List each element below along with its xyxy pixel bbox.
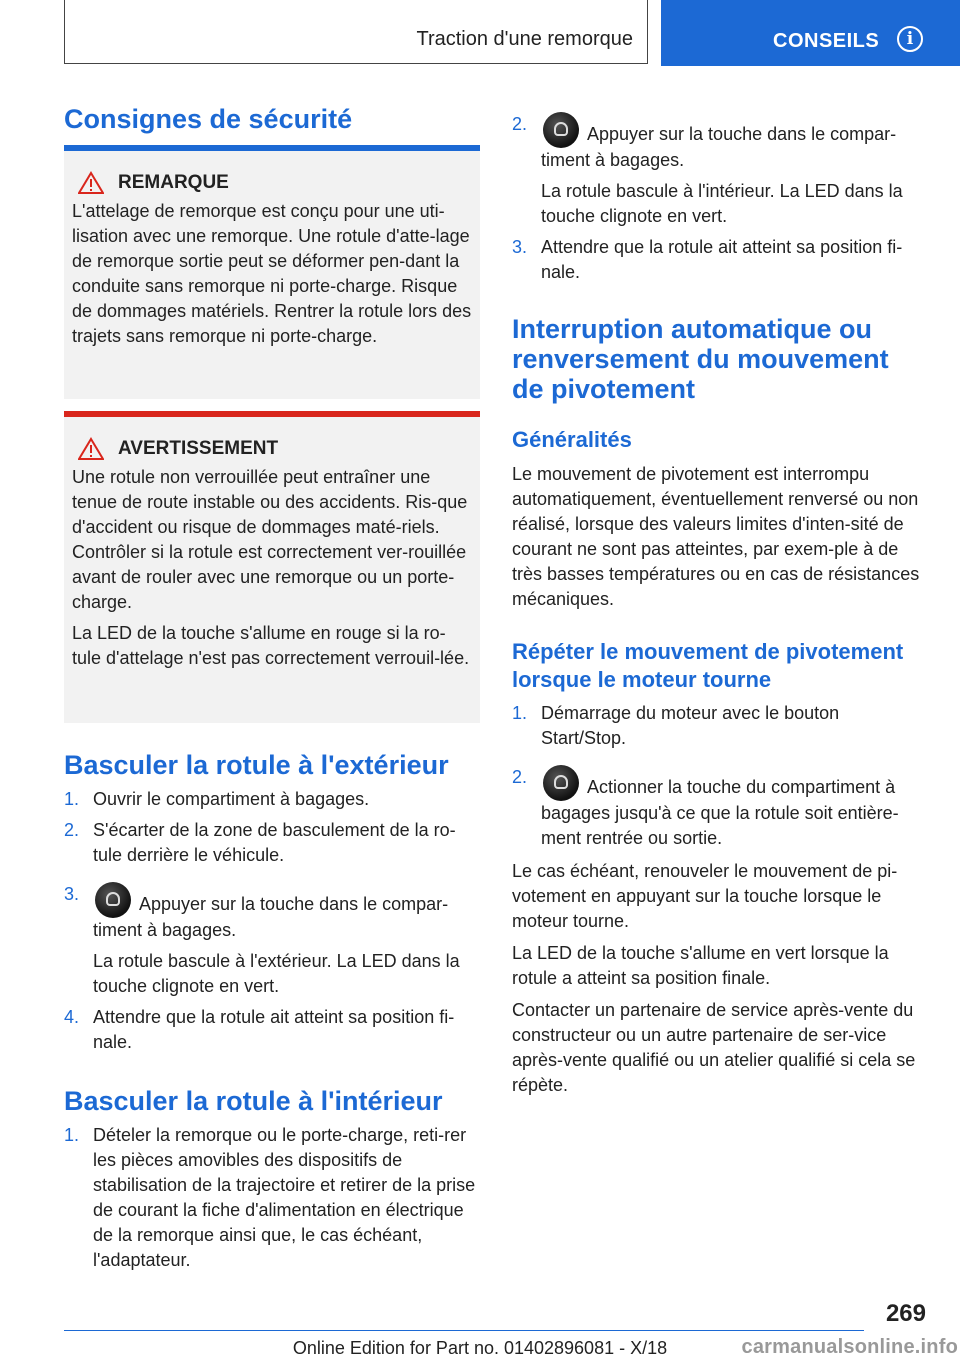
page-header (0, 0, 960, 66)
steps-out (64, 787, 480, 1055)
notice-header (78, 171, 472, 195)
trailer-hitch-button-icon (543, 765, 579, 801)
subsection-title-repeat: Répéter le mouvement de pivotement lorsque le moteur tourne (512, 639, 904, 692)
steps-in-continued (512, 112, 926, 285)
warning-triangle-icon (78, 171, 104, 195)
steps-in (64, 1123, 480, 1273)
page-number: 269 (885, 1300, 926, 1327)
warning-header (78, 437, 472, 461)
step-item: 1. Ouvrir le compartiment à bagages. (64, 789, 370, 809)
footer-edition: Online Edition for Part no. 01402896081 - X/18 (292, 1338, 668, 1358)
section-tab (64, 0, 648, 64)
trailer-hitch-button-icon (543, 112, 579, 148)
section-title-in: Basculer la rotule à l'intérieur (64, 1086, 443, 1116)
step-item: 1. Démarrage du moteur avec le bouton Start/Stop. (512, 703, 840, 748)
step-item: 3. Attendre que la rotule ait atteint sa position fi-nale. (512, 237, 903, 282)
paragraph-renew: Le cas échéant, renouveler le mouvement de pi-votement en appuyant sur la touche lorsque le moteur tourne. (512, 861, 898, 931)
notice-box (64, 151, 480, 399)
warning-box (64, 417, 480, 723)
notice-text: L'attelage de remorque est conçu pour une uti-lisation avec une remorque. Une rotule d'atte-lage de remorque sortie peut se déformer pen-dant la conduite sans remorque ni porte-charge. Risque de dommages matériels. Rentrer la rotule lors des trajets sans remorque ni porte-charge. (72, 201, 472, 346)
warning-text-1: Une rotule non verrouillée peut entraîner une tenue de route instable ou des accidents. Ris-que d'accident ou risque de dommages maté-riels. Contrôler si la rotule est correctement ver-rouillée avant de rouler avec une remorque ou un porte-charge. (72, 467, 468, 612)
paragraph-contact: Contacter un partenaire de service après-vente du constructeur ou un autre partenaire de ser-vice après-vente qualifié ou un atelier qualifié si cela se répète. (512, 1000, 916, 1095)
step-item: 3. Appuyer sur la touche dans le compar-timent à bagages. La rotule bascule à l'extérieur. La LED dans la touche clignote en vert. (64, 884, 460, 996)
warning-triangle-icon (78, 437, 104, 461)
general-text: Le mouvement de pivotement est interrompu automatiquement, éventuellement renversé ou non réalisé, lorsque des valeurs limites d'inten-sité de courant ne sont pas atteintes, par exem-ple à de très basses températures ou en cas de résistances mécaniques. (512, 464, 920, 609)
paragraph-led: La LED de la touche s'allume en vert lorsque la rotule a atteint sa position finale. (512, 943, 889, 988)
warning-text-2: La LED de la touche s'allume en rouge si la ro-tule d'attelage n'est pas correctement verrouil-lée. (72, 623, 470, 668)
footer-divider (64, 1330, 864, 1331)
step-item: 2. Appuyer sur la touche dans le compar-timent à bagages. La rotule bascule à l'intérieur. La LED dans la touche clignote en vert. (512, 114, 903, 226)
section-name: Traction d'une remorque (416, 28, 633, 50)
chapter-tab[interactable] (661, 0, 960, 66)
step-item: 4. Attendre que la rotule ait atteint sa position fi-nale. (64, 1007, 455, 1052)
section-title-interrupt: Interruption automatique ou renversement du mouvement de pivotement (512, 314, 889, 404)
chapter-label: CONSEILS (773, 30, 880, 52)
warning-label: AVERTISSEMENT (118, 438, 279, 459)
info-icon: i (897, 26, 923, 52)
trailer-hitch-button-icon (95, 882, 131, 918)
step-item: 2. Actionner la touche du compartiment à bagages jusqu'à ce que la rotule soit entière-ment rentrée ou sortie. (512, 767, 899, 848)
subsection-title-general: Généralités (512, 427, 632, 452)
step-item: 2. S'écarter de la zone de basculement de la ro-tule derrière le véhicule. (64, 820, 456, 865)
step-item: 1. Dételer la remorque ou le porte-charge, reti-rer les pièces amovibles des dispositifs de stabilisation de la trajectoire et retirer de la prise de courant la fiche d'alimentation en électrique de la remorque ainsi que, le cas échéant, l'adaptateur. (64, 1125, 476, 1270)
notice-label: REMARQUE (118, 172, 229, 193)
steps-repeat (512, 701, 926, 851)
watermark-logo: carmanualsonline.info (741, 1336, 958, 1358)
section-title-out: Basculer la rotule à l'extérieur (64, 750, 449, 780)
section-title-safety: Consignes de sécurité (64, 104, 353, 134)
